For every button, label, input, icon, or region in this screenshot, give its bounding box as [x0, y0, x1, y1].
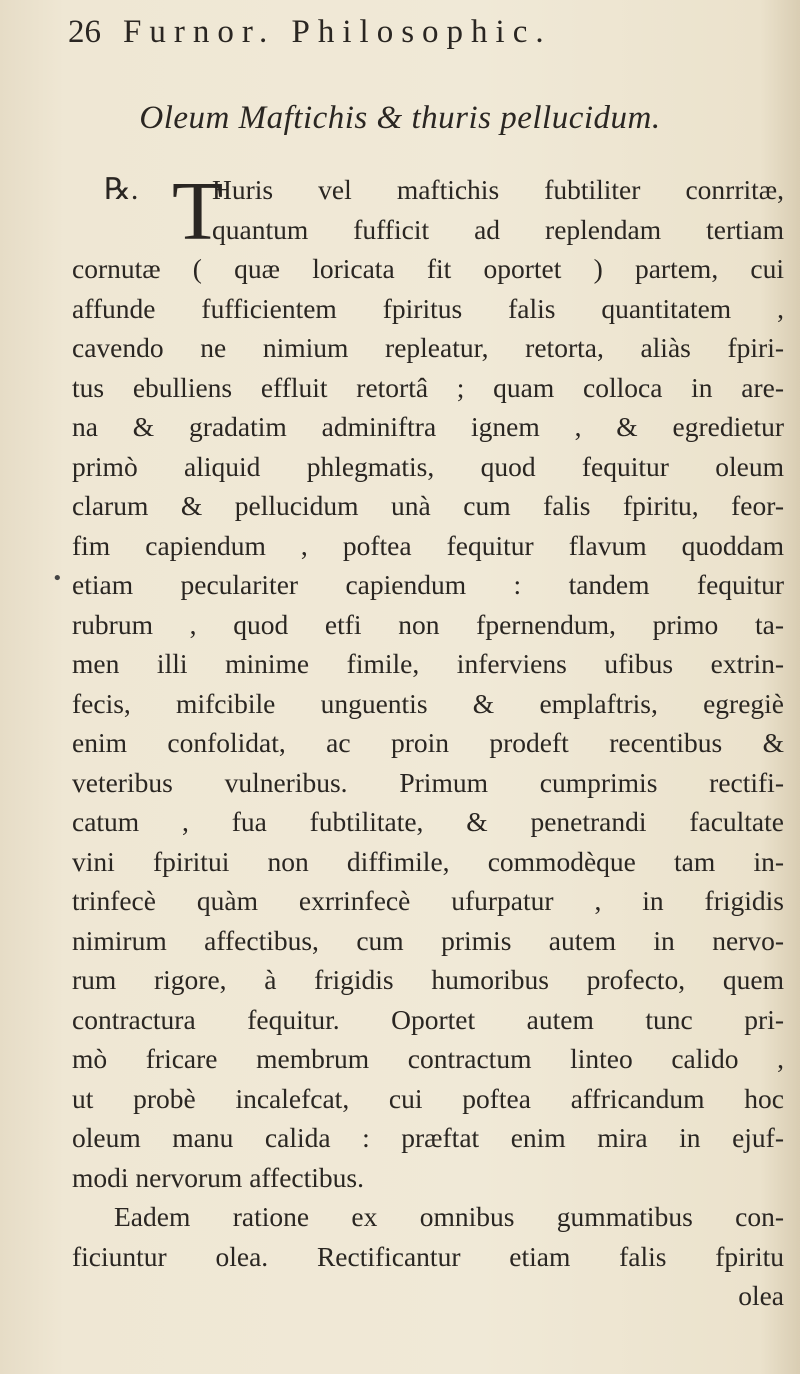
catchword: olea [738, 1280, 784, 1311]
text-line: quantum fufficit ad replendam tertiam [212, 213, 784, 245]
running-title: Furnor. Philosophic. [123, 14, 552, 50]
text-line: men illi minime fimile, inferviens ufibus extrin- [72, 648, 784, 679]
text-line: na & gradatim adminiftra ignem , & egredietur [72, 411, 784, 442]
recipe-symbol: ℞. [104, 173, 139, 206]
text-line: ut probè incalefcat, cui poftea affricandum hoc [72, 1082, 784, 1114]
text-line: modi nervorum affectibus. [72, 1161, 364, 1193]
text-line: rum rigore, à frigidis humoribus profecto, quem [72, 964, 784, 995]
text-line: affunde fufficientem fpiritus falis quantitatem , [72, 292, 784, 324]
text-line: fecis, mifcibile unguentis & emplaftris, egregiè [72, 687, 784, 719]
text-line: contractura fequitur. Oportet autem tunc pri- [72, 1003, 784, 1035]
drop-cap: T [172, 165, 224, 258]
text-line: mò fricare membrum contractum linteo calido , [72, 1043, 784, 1074]
text-line: oleum manu calida : præftat enim mira in ejuf- [72, 1122, 784, 1153]
text-line: trinfecè quàm exrrinfecè ufurpatur , in frigidis [72, 885, 784, 916]
section-title: Oleum Maftichis & thuris pellucidum. [139, 100, 661, 136]
text-line: tus ebulliens effluit retortâ ; quam colloca in are- [72, 371, 784, 403]
text-line: Huris vel maftichis fubtiliter conrritæ, [212, 174, 784, 205]
text-line: cornutæ ( quæ loricata fit oportet ) partem, cui [72, 253, 784, 284]
text-line: cavendo ne nimium repleatur, retorta, aliàs fpiri- [72, 332, 784, 363]
text-line: etiam peculariter capiendum : tandem fequitur [72, 569, 784, 600]
text-line: clarum & pellucidum unà cum falis fpiritu, feor- [72, 490, 784, 521]
text-line: enim confolidat, ac proin prodeft recentibus & [72, 727, 784, 758]
text-line: rubrum , quod etfi non fpernendum, primo ta- [72, 608, 784, 640]
text-line: ficiuntur olea. Rectificantur etiam falis fpiritu [72, 1240, 784, 1272]
text-line: veteribus vulneribus. Primum cumprimis rectifi- [72, 766, 784, 798]
running-header [68, 14, 760, 51]
body-text [72, 165, 784, 1316]
text-line: fim capiendum , poftea fequitur flavum quoddam [72, 529, 784, 561]
page-number: 26 [68, 14, 101, 50]
text-line: vini fpiritui non diffimile, commodèque tam in- [72, 845, 784, 877]
text-line: nimirum affectibus, cum primis autem in nervo- [72, 924, 784, 956]
text-line: Eadem ratione ex omnibus gummatibus con- [114, 1201, 784, 1232]
margin-mark: • [52, 568, 63, 589]
text-line: primò aliquid phlegmatis, quod fequitur oleum [72, 450, 784, 482]
text-line: catum , fua fubtilitate, & penetrandi facultate [72, 806, 784, 837]
